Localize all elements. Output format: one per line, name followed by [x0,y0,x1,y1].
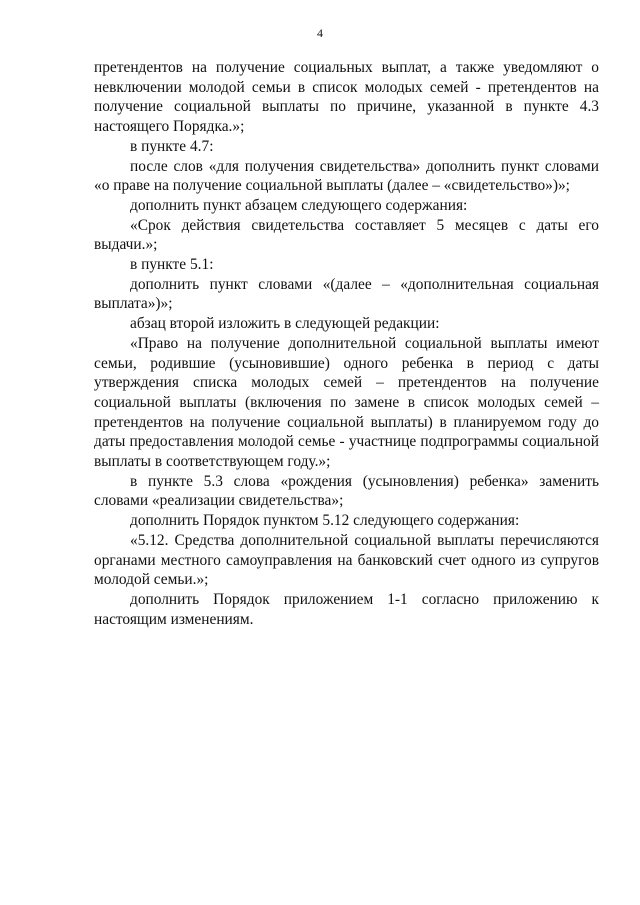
page-number: 4 [317,26,323,40]
paragraph-add-appendix: дополнить Порядок приложением 1-1 согласно приложению к настоящим изменениям. [94,590,599,628]
paragraph-item-5-3: в пункте 5.3 слова «рождения (усыновления) ребенка» заменить словами «реализации свидетельства»; [94,472,599,510]
paragraph-5-12-text: «5.12. Средства дополнительной социальной выплаты перечисляются органами местного самоуправления на банковский счет одного из супругов молодой семьи.»; [94,531,599,589]
paragraph-item-4-7: в пункте 4.7: [130,137,214,155]
paragraph-second-clause: абзац второй изложить в следующей редакции: [130,315,440,333]
paragraph-amend-5-1: дополнить пункт словами «(далее – «дополнительная социальная выплата»)»; [94,275,599,313]
paragraph-continuation: претендентов на получение социальных выплат, а также уведомляют о невключении молодой семьи в список молодых семей - претендентов на получение социальной выплаты по причине, указанной в пункте 4.3 настоящего Порядка.»; [94,59,599,136]
paragraph-right-to-payment: «Право на получение дополнительной социальной выплаты имеют семьи, родившие (усыновившие) одного ребенка в период с даты утверждения списка молодых семей – претендентов на получение социальной выплаты (включения по замене в список молодых семей – претендентов на получение социальной выплаты) в планируемом году до даты предоставления молодой семье - участнице подпрограммы социальной выплаты в соответствующем году.»; [94,334,599,471]
paragraph-item-5-1: в пункте 5.1: [130,256,214,274]
paragraph-add-5-12: дополнить Порядок пунктом 5.12 следующего содержания: [130,512,520,530]
paragraph-amend-4-7: после слов «для получения свидетельства» дополнить пункт словами «о праве на получение социальной выплаты (далее – «свидетельство»)»; [94,157,599,195]
paragraph-certificate-term: «Срок действия свидетельства составляет 5 месяцев с даты его выдачи.»; [94,216,599,254]
paragraph-add-clause: дополнить пункт абзацем следующего содержания: [130,196,468,214]
document-body [94,58,599,629]
